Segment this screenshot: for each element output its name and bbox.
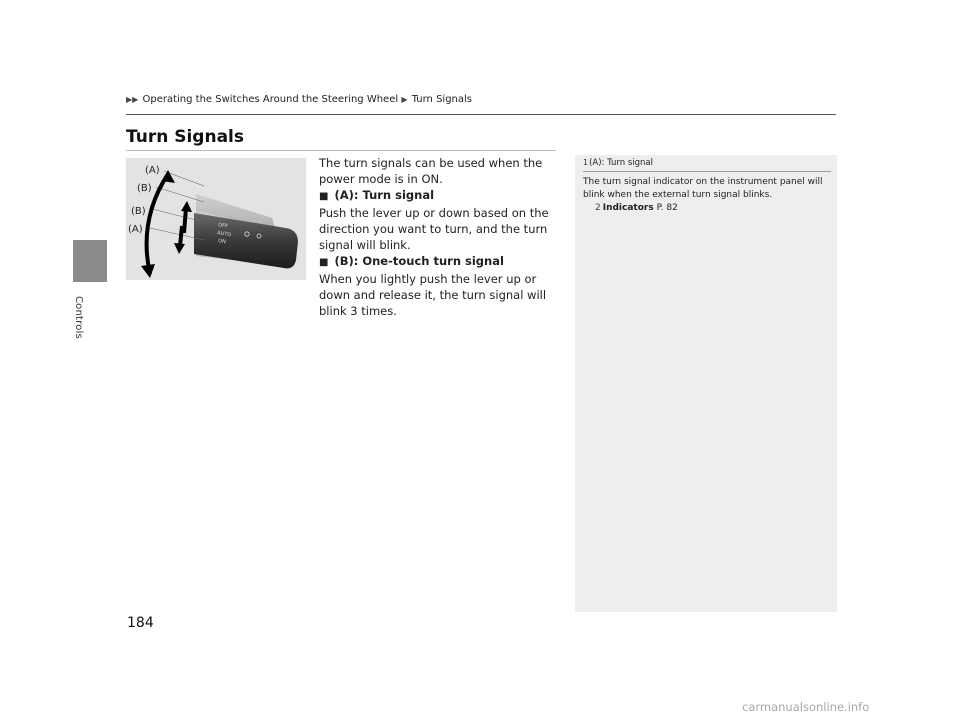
arrow-a-head-down-icon <box>141 264 155 278</box>
header-divider <box>126 114 836 115</box>
intro-paragraph: The turn signals can be used when the power mode is in ON. <box>319 156 543 186</box>
breadcrumb-current: Turn Signals <box>411 94 472 105</box>
section-heading-one-touch: ■ (B): One-touch turn signal <box>319 254 504 268</box>
breadcrumb-parent[interactable]: Operating the Switches Around the Steering Wheel <box>142 94 399 105</box>
side-note-panel <box>575 155 837 612</box>
callout-b-bottom: (B) <box>131 206 146 217</box>
reference-page[interactable]: P. 82 <box>656 203 678 213</box>
note-number-icon: 1 <box>583 158 589 167</box>
section-tab-label: Controls <box>73 296 84 339</box>
section-tab <box>73 240 107 282</box>
page-title: Turn Signals <box>126 127 244 147</box>
page-number: 184 <box>127 615 154 631</box>
section-heading-turn-signal: ■ (A): Turn signal <box>319 188 435 202</box>
arrow-b-up-icon <box>181 201 192 212</box>
section-text-one-touch: When you lightly push the lever up or down and release it, the turn signal will blink 3 times. <box>319 272 547 318</box>
note-body <box>583 176 831 215</box>
reference-arrow-icon: 2 <box>595 203 601 213</box>
title-divider <box>126 150 556 151</box>
note-text: The turn signal indicator on the instrument panel will blink when the external turn signal blinks. <box>583 177 823 200</box>
reference-label[interactable]: Indicators <box>602 203 654 213</box>
section-text-turn-signal: Push the lever up or down based on the direction you want to turn, and the turn signal will blink. <box>319 206 549 252</box>
watermark: carmanualsonline.info <box>742 700 870 714</box>
stalk-label-auto: AUTO <box>216 230 232 239</box>
callout-b-top: (B) <box>137 183 152 194</box>
breadcrumb-marker-icon: ▶▶ <box>126 95 139 104</box>
lever-diagram <box>126 158 306 280</box>
note-cross-reference[interactable] <box>595 202 831 215</box>
stalk-label-off: OFF <box>217 222 229 230</box>
callout-a-bottom: (A) <box>128 224 143 235</box>
callout-a-top: (A) <box>145 165 160 176</box>
breadcrumb <box>126 94 472 105</box>
stalk-label-on: ON <box>217 238 227 246</box>
breadcrumb-separator-icon: ▶ <box>401 95 408 104</box>
turn-signal-lever-illustration <box>126 158 306 280</box>
note-heading: 1(A): Turn signal <box>583 158 831 172</box>
section-bullet-icon: ■ <box>319 257 329 268</box>
arrow-b-down-icon <box>174 243 185 254</box>
section-bullet-icon: ■ <box>319 191 329 202</box>
arrow-a-head-up-icon <box>162 170 175 183</box>
body-text <box>319 155 559 319</box>
